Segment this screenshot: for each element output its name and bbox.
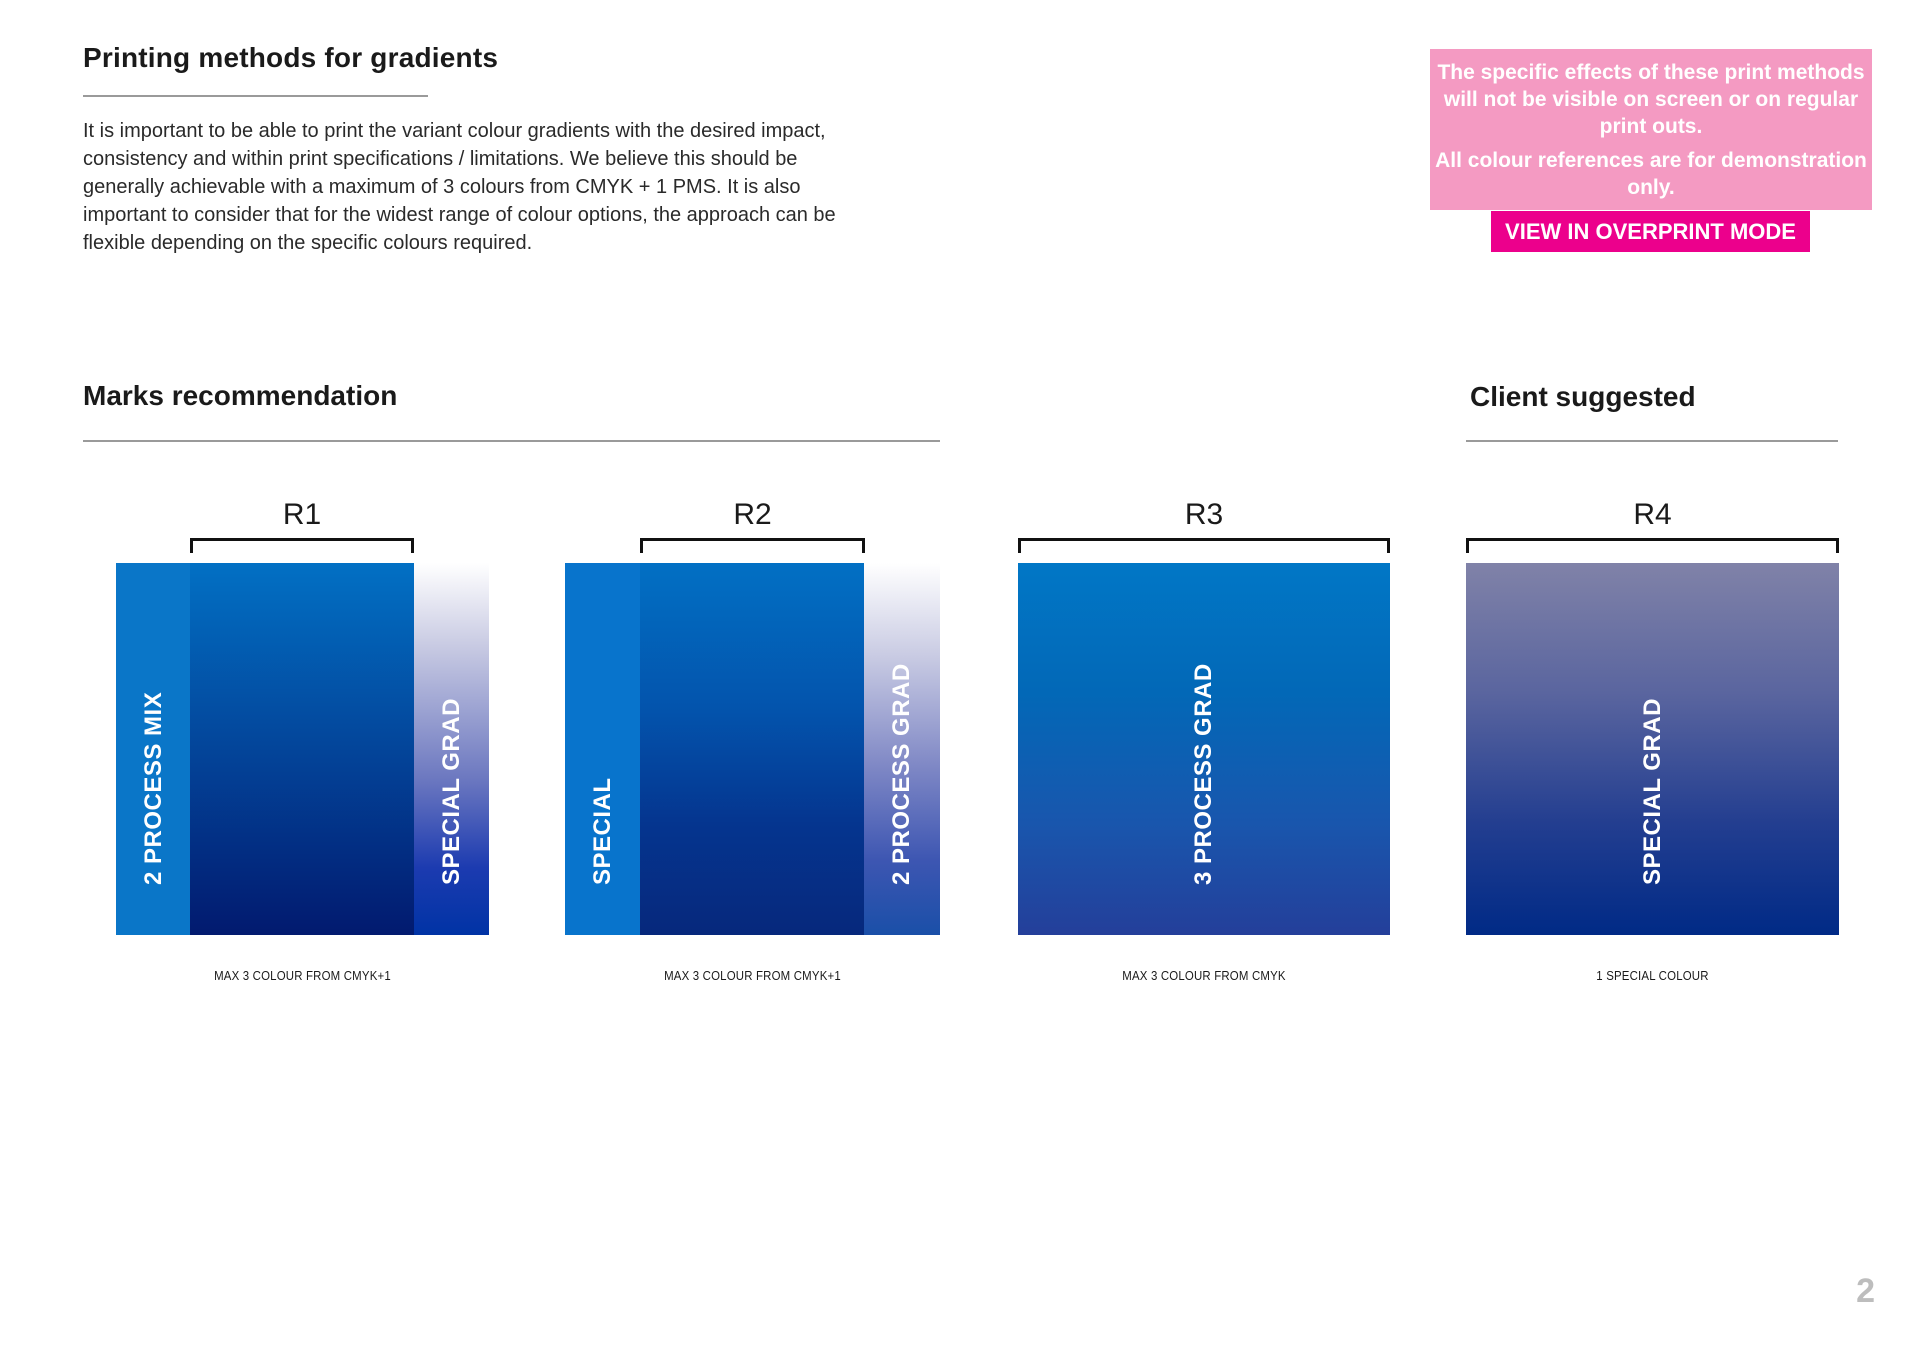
band-label: 3 PROCESS GRAD [1190,663,1217,885]
sample-label: R1 [282,498,322,531]
bracket-marker [1466,538,1839,553]
special-grad-band [414,563,489,935]
sample-caption: MAX 3 COLOUR FROM CMYK [1122,968,1286,983]
sample-label: R4 [1633,498,1672,531]
client-divider [1466,440,1838,442]
bracket-marker [640,538,865,553]
sample-label: R3 [1184,498,1224,531]
marks-recommendation-heading: Marks recommendation [83,380,398,411]
sample-caption: MAX 3 COLOUR FROM CMYK+1 [664,968,841,983]
sample-label: R2 [733,498,772,531]
band-label: 2 PROCESS GRAD [888,663,915,885]
process-grad-band [864,563,940,935]
special-grad-swatch [1466,563,1839,935]
process-grad-swatch [1018,563,1390,935]
intro-paragraph: It is important to be able to print the variant colour gradients with the desired impact, consistency and within print specifications / limitations. We believe this should be generally achievable with a maximum of 3 colours from CMYK + 1 PMS. It is also important to consider that for the widest range of colour options, the approach can be flexible depending on the specific colours required. [83,120,836,254]
bracket-marker [1018,538,1390,553]
marks-divider [83,440,940,442]
band-label: 2 PROCESS MIX [139,691,167,885]
page-title: Printing methods for gradients [83,42,499,73]
bracket-marker [190,538,414,553]
view-overprint-mode-button[interactable]: VIEW IN OVERPRINT MODE [1491,211,1810,252]
gradient-swatch [640,563,865,935]
special-band [565,563,641,935]
disclaimer-line-1: The specific effects of these print methods will not be visible on screen or on regular print outs. [1437,61,1865,138]
disclaimer-line-2: All colour references are for demonstration only. [1435,149,1867,199]
band-label: SPECIAL [589,777,616,885]
page-number: 2 [1856,1272,1875,1310]
gradient-swatch [190,563,415,935]
band-label: SPECIAL GRAD [1638,698,1666,885]
client-suggested-heading: Client suggested [1470,381,1696,412]
sample-caption: MAX 3 COLOUR FROM CMYK+1 [214,968,391,983]
process-mix-band [116,563,191,935]
title-divider [83,95,428,97]
band-label: SPECIAL GRAD [437,698,465,885]
sample-caption: 1 SPECIAL COLOUR [1596,968,1709,983]
screen-disclaimer-panel [1430,49,1872,210]
